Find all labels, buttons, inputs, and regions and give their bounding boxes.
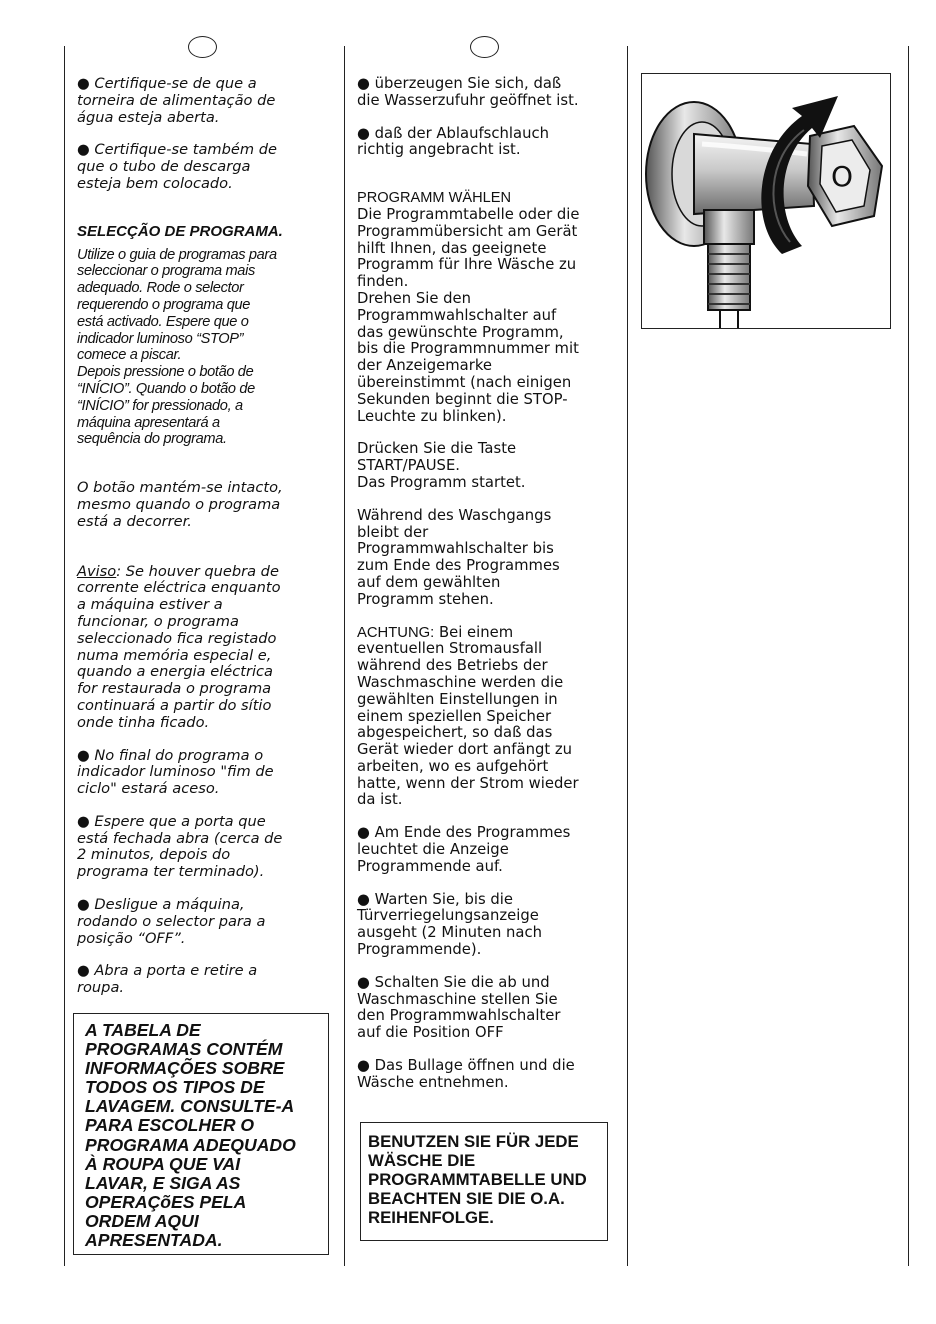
pt-paragraph-tap: ● Certifique-se de que a torneira de alimentação de água esteja aberta. bbox=[77, 75, 276, 126]
valve-knob bbox=[808, 126, 882, 226]
de-warning-label: ACHTUNG: bbox=[357, 624, 435, 641]
de-paragraph-tap: ● überzeugen Sie sich, daß die Wasserzufuhr geöffnet ist. bbox=[357, 75, 579, 109]
column-divider-2 bbox=[344, 46, 345, 1266]
de-paragraph-hose: ● daß der Ablaufschlauch richtig angebracht ist. bbox=[357, 124, 549, 159]
column-divider-3 bbox=[627, 46, 628, 1266]
pt-paragraph-laundry: ● Abra a porta e retire a roupa. bbox=[77, 962, 258, 997]
pt-notice-box: A TABELA DE PROGRAMAS CONTÉM INFORMAÇÕES SOBRE TODOS OS TIPOS DE LAVAGEM. CONSULTE-A PARA ESCOLHER O PROGRAMA ADEQUADO À ROUPA QUE VAI LAVAR, E SIGA AS OPERAÇõES PELA ORDEM AQUI APRESENTADA. bbox=[73, 1013, 329, 1255]
de-paragraph-end: ● Am Ende des Programmes leuchtet die Anzeige Programmende auf. bbox=[357, 824, 571, 875]
de-warning-text: Bei einem eventuellen Stromausfall während des Betriebs der Waschmaschine werden die gewählten Einstellungen in einem speziellen Speicher abgespeichert, so daß das Gerät wieder dort anfängt zu arbeiten, wo es aufgehört hatte, wenn der Strom wieder da ist. bbox=[357, 623, 579, 809]
pt-paragraph-off: ● Desligue a máquina, rodando o selector para a posição “OFF”. bbox=[77, 896, 266, 947]
de-paragraph-start: Drücken Sie die Taste START/PAUSE. Das Programm startet. bbox=[357, 440, 526, 491]
hose-fitting bbox=[704, 210, 754, 329]
de-paragraph-door: ● Warten Sie, bis die Türverriegelungsanzeige ausgeht (2 Minuten nach Programmende). bbox=[357, 890, 543, 959]
pt-paragraph-warning bbox=[77, 564, 335, 732]
pt-paragraph-end: ● No final do programa o indicador luminoso "fim de ciclo" estará aceso. bbox=[77, 746, 274, 798]
column-divider-4 bbox=[908, 46, 909, 1266]
pt-section-title: SELECÇÃO DE PROGRAMA. bbox=[77, 222, 283, 240]
column-divider-1 bbox=[64, 46, 65, 1266]
portuguese-column bbox=[77, 76, 335, 997]
pt-paragraph-hose: ● Certifique-se também de que o tubo de descarga esteja bem colocado. bbox=[77, 141, 277, 192]
pt-paragraph-knob: O botão mantém-se intacto, mesmo quando o programa está a decorrer. bbox=[77, 479, 283, 530]
de-paragraph-program: Die Programmtabelle oder die Programmübersicht am Gerät hilft Ihnen, das geeignete Programm für Ihre Wäsche zu finden. Drehen Sie den Programmwahlschalter auf das gewünschte Programm, bis die Programmnummer mit der Anzeigemarke übereinstimmt (nach einigen Sekunden beginnt die STOP- Leuchte zu blinken). bbox=[357, 205, 580, 425]
de-paragraph-laundry: ● Das Bullage öffnen und die Wäsche entnehmen. bbox=[357, 1057, 575, 1091]
knob-label: O bbox=[830, 160, 854, 193]
pt-paragraph-door: ● Espere que a porta que está fechada abra (cerca de 2 minutos, depois do programa ter terminado). bbox=[77, 812, 283, 881]
tap-drawing bbox=[642, 74, 891, 329]
de-paragraph-warning bbox=[357, 625, 621, 810]
de-paragraph-cycle: Während des Waschgangs bleibt der Programmwahlschalter bis zum Ende des Programmes auf dem gewählten Programm stehen. bbox=[357, 506, 560, 608]
german-column bbox=[357, 76, 621, 1092]
pt-warning-label: Aviso bbox=[77, 562, 117, 580]
language-marker-de bbox=[470, 36, 499, 58]
language-marker-pt bbox=[188, 36, 217, 58]
de-section-title: PROGRAMM WÄHLEN bbox=[357, 190, 512, 207]
de-notice-box: BENUTZEN SIE FÜR JEDE WÄSCHE DIE PROGRAMMTABELLE UND BEACHTEN SIE DIE O.A. REIHENFOLGE. bbox=[360, 1122, 608, 1241]
pt-warning-text: : Se houver quebra de corrente eléctrica enquanto a máquina estiver a funcionar, o programa seleccionado fica registado numa memória especial e, quando a energia eléctrica for restaurada o programa continuará a partir do sítio onde tinha ficado. bbox=[77, 562, 281, 731]
water-tap-illustration bbox=[641, 73, 891, 329]
de-paragraph-off: ● Schalten Sie die ab und Waschmaschine stellen Sie den Programmwahlschalter auf die Position OFF bbox=[357, 973, 561, 1042]
pt-paragraph-program: Utilize o guia de programas para seleccionar o programa mais adequado. Rode o selector requerendo o programa que está activado. Espere que o indicador luminoso “STOP” comece a piscar. Depois pressione o botão de “INÍCIO”. Quando o botão de “INÍCIO” for pressionado, a máquina apresentará a sequência do programa. bbox=[77, 246, 277, 448]
